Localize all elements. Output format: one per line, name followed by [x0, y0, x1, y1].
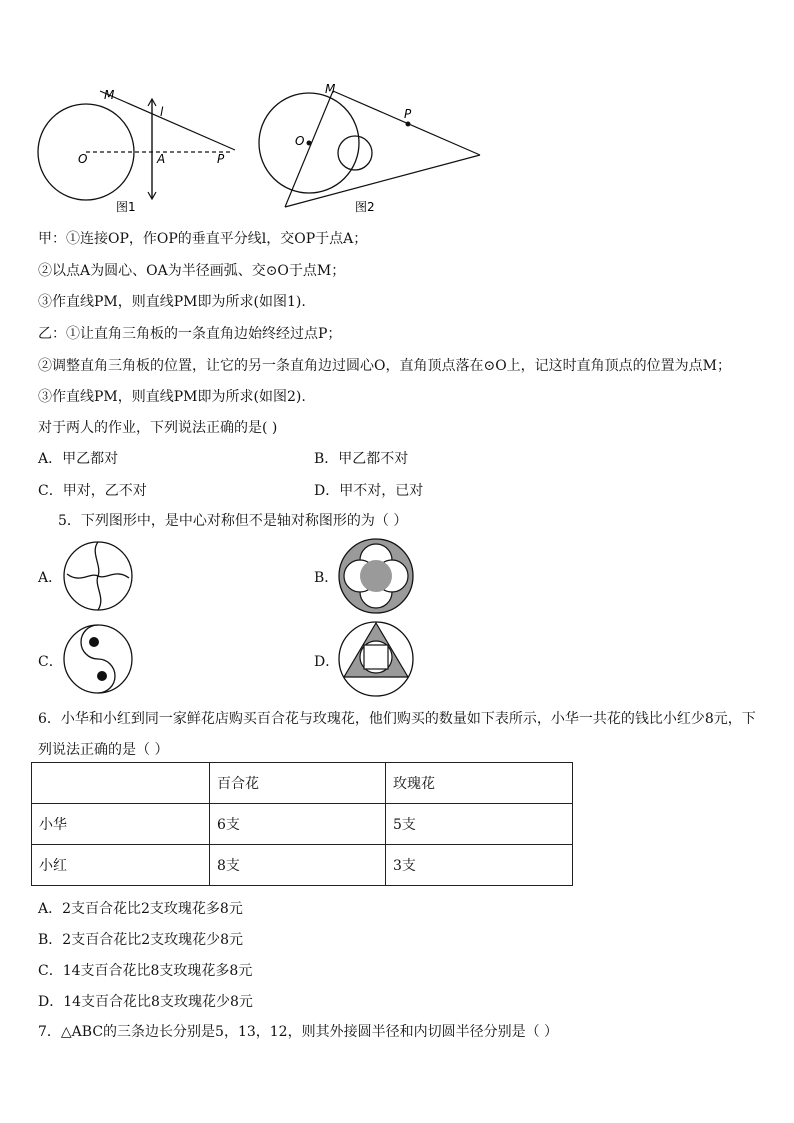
- fig2-caption: 图2: [355, 200, 375, 214]
- q4-yi-step2: ②调整直角三角板的位置，让它的另一条直角边过圆心O，直角顶点落在⊙O上，记这时直角顶点的位置为点M；: [38, 358, 732, 374]
- q4-question: 对于两人的作业，下列说法正确的是( ): [38, 420, 278, 436]
- fig2-line-base: [285, 155, 480, 207]
- figure-1: [30, 80, 250, 215]
- q5-figure-b: [336, 536, 416, 616]
- fig2-small-circle: [338, 136, 372, 170]
- figure-2: [255, 80, 490, 215]
- q6-table: [31, 762, 573, 886]
- q4-option-c: C．甲对，乙不对: [38, 483, 147, 499]
- table-cell: 小华: [32, 804, 210, 845]
- fig1-label-p: P: [217, 152, 225, 166]
- q4-option-b: B．甲乙都不对: [314, 451, 409, 467]
- fig1-label-a: A: [157, 152, 166, 166]
- q5-figure-c: [60, 621, 136, 697]
- fig1-caption: 图1: [116, 200, 136, 214]
- table-cell: 6支: [210, 804, 386, 845]
- q6-option-a: A．2支百合花比2支玫瑰花多8元: [38, 901, 243, 917]
- table-cell: 8支: [210, 845, 386, 886]
- q6-option-b: B．2支百合花比2支玫瑰花少8元: [38, 932, 244, 948]
- q4-yi-step1: 乙：①让直角三角板的一条直角边始终经过点P；: [38, 326, 342, 342]
- q4-option-a: A．甲乙都对: [38, 451, 119, 467]
- table-cell: 3支: [386, 845, 573, 886]
- q5-label-b: B．: [314, 570, 339, 586]
- table-row: [32, 804, 573, 845]
- q4-jia-step2: ②以点A为圆心、OA为半径画弧、交⊙O于点M；: [38, 263, 346, 279]
- table-header-cell: 玫瑰花: [386, 763, 573, 804]
- fig2-point-o: [307, 141, 312, 146]
- q6-stem-line1: 6．小华和小红到同一家鲜花店购买百合花与玫瑰花，他们购买的数量如下表所示，小华一共花的钱比小红少8元，下: [38, 711, 756, 727]
- q6-stem-line2: 列说法正确的是（ ）: [38, 742, 169, 758]
- q5-figure-d: [336, 619, 416, 699]
- fig2-label-m: M: [325, 82, 336, 96]
- q7-stem: 7．△ABC的三条边长分别是5，13，12，则其外接圆半径和内切圆半径分别是（ ）: [38, 1024, 559, 1040]
- q5-stem: 5．下列图形中，是中心对称但不是轴对称图形的为（ ）: [58, 513, 408, 529]
- fig2-point-p: [406, 122, 411, 127]
- q5-label-d: D．: [314, 654, 340, 670]
- q5-label-c: C．: [38, 654, 63, 670]
- fig2-label-p: P: [404, 107, 412, 121]
- fig1-label-o: O: [78, 152, 88, 166]
- table-header-cell: 百合花: [210, 763, 386, 804]
- fig1-label-m: M: [104, 88, 115, 102]
- q4-option-d: D．甲不对，已对: [314, 483, 424, 499]
- fig1-tangent-pm: [100, 91, 235, 150]
- fig1-label-l: l: [160, 105, 164, 119]
- q5-label-a: A．: [38, 570, 63, 586]
- q4-yi-step3: ③作直线PM，则直线PM即为所求(如图2).: [38, 389, 306, 405]
- table-cell: 小红: [32, 845, 210, 886]
- table-row: [32, 845, 573, 886]
- q6-option-d: D．14支百合花比8支玫瑰花少8元: [38, 994, 253, 1010]
- table-header-cell: [32, 763, 210, 804]
- fig2-label-o: O: [295, 134, 305, 148]
- q4-jia-step3: ③作直线PM，则直线PM即为所求(如图1).: [38, 294, 306, 310]
- table-cell: 5支: [386, 804, 573, 845]
- q5-figure-a: [60, 538, 136, 614]
- q4-jia-step1: 甲：①连接OP，作OP的垂直平分线l，交OP于点A；: [38, 231, 368, 247]
- table-header-row: [32, 763, 573, 804]
- q6-option-c: C．14支百合花比8支玫瑰花多8元: [38, 963, 253, 979]
